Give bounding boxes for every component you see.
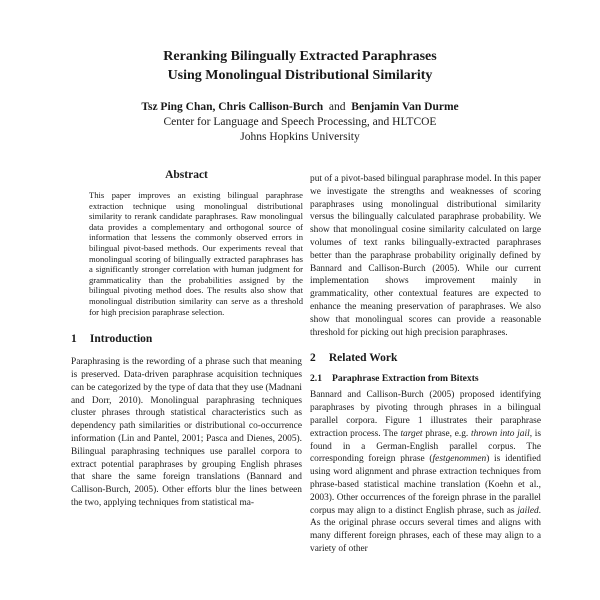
section-number: 2 [310, 352, 316, 365]
related-work-text [310, 389, 541, 555]
title-block [0, 47, 600, 145]
introduction-heading [71, 332, 302, 347]
emphasis-example-phrase: thrown into jail [470, 428, 530, 439]
section-title: Introduction [89, 333, 153, 346]
author-conjunction: and [328, 101, 346, 113]
introduction-text: Paraphrasing is the rewording of a phrase such that meaning is preserved. Data-driven paraphrase acquisition techniques can be categorized by the type of data that they use (Madnani and Dorr, 2010). Monolingual paraphrasing techniques cluster phrases through statistical characteristics such as dependency path similarities or distributional co-occurrence information (Lin and Pantel, 2001; Pasca and Dienes, 2005). Bilingual paraphrasing techniques use parallel corpora to extract potential paraphrases by grouping English phrases that share the same foreign translations (Bannard and Callison-Burch, 2005). Other efforts blur the lines between the two, applying techniques from statistical ma- [71, 357, 302, 508]
text-run: ) is identified using word alignment and phrase extraction techniques from phrase-based statistical machine translation (Koehn et al., 2003). Other occurrences of the foreign phrase in the parallel corpus may align to a distinct English phrase, such as [310, 454, 541, 516]
text-run: phrase, e.g. [425, 428, 469, 439]
left-column [71, 168, 302, 510]
right-column [310, 173, 541, 556]
introduction-continued-text: put of a pivot-based bilingual paraphrase model. In this paper we investigate the strengths and weaknesses of scoring paraphrases using monolingual distributional similarity versus the bilingually calculated paraphrase probability. We show that monolingual cosine similarity calculated on large volumes of text ranks bilingually-extracted paraphrases better than the paraphrase probability originally defined by Bannard and Callison-Burch (2005). While our current implementation shows improvement mainly in grammaticality, other contextual features are expected to enhance the meaning preservation of paraphrases. We also show that monolingual scores can provide a reasonable threshold for picking out high precision paraphrases. [310, 174, 541, 338]
author-names-first: Tsz Ping Chan, Chris Callison-Burch [141, 101, 324, 113]
emphasis-target: target [400, 428, 423, 439]
emphasis-jailed: jailed [517, 505, 539, 516]
text-run: . As the original phrase occurs several times and aligns with many different foreign phrases, each of these may align to a variety of other [310, 505, 542, 554]
section-number: 1 [71, 333, 77, 346]
related-work-heading [310, 351, 541, 366]
subsection-heading [310, 372, 541, 385]
text-run: , is found in a German-English parallel corpus. The corresponding foreign phrase ( [310, 428, 541, 465]
paper-title-line-2: Using Monolingual Distributional Similarity [167, 68, 433, 83]
subsection-number: 2.1 [310, 373, 322, 385]
paper-title-line-1: Reranking Bilingually Extracted Paraphrases [163, 49, 437, 64]
abstract-heading: Abstract [165, 169, 208, 181]
section-title: Related Work [328, 352, 398, 365]
emphasis-foreign-phrase: festgenommen [432, 454, 487, 465]
text-run: Bannard and Callison-Burch (2005) proposed identifying paraphrases by pivoting through phrases in a bilingual parallel corpora. Figure 1 illustrates their paraphrase extraction process. The [310, 390, 541, 439]
affiliation-line-1: Center for Language and Speech Processing, and HLTCOE [163, 116, 437, 128]
author-name-last: Benjamin Van Durme [351, 101, 459, 113]
author-list [0, 100, 600, 115]
abstract-text: This paper improves an existing bilingual paraphrase extraction technique using monolingual distributional similarity to rerank candidate paraphrases. Raw monolingual data provides a complementary and orthogonal source of information that lessens the commonly observed errors in bilingual pivot-based methods. Our experiments reveal that monolingual scoring of bilingually extracted paraphrases has a significantly stronger correlation with human judgment for grammaticality than the probabilities assigned by the bilingual pivoting method does. The results also show that monolingual distribution similarity can serve as a threshold for high precision paraphrase selection. [89, 190, 303, 317]
subsection-title: Paraphrase Extraction from Bitexts [332, 373, 479, 385]
affiliation-line-2: Johns Hopkins University [240, 131, 360, 143]
